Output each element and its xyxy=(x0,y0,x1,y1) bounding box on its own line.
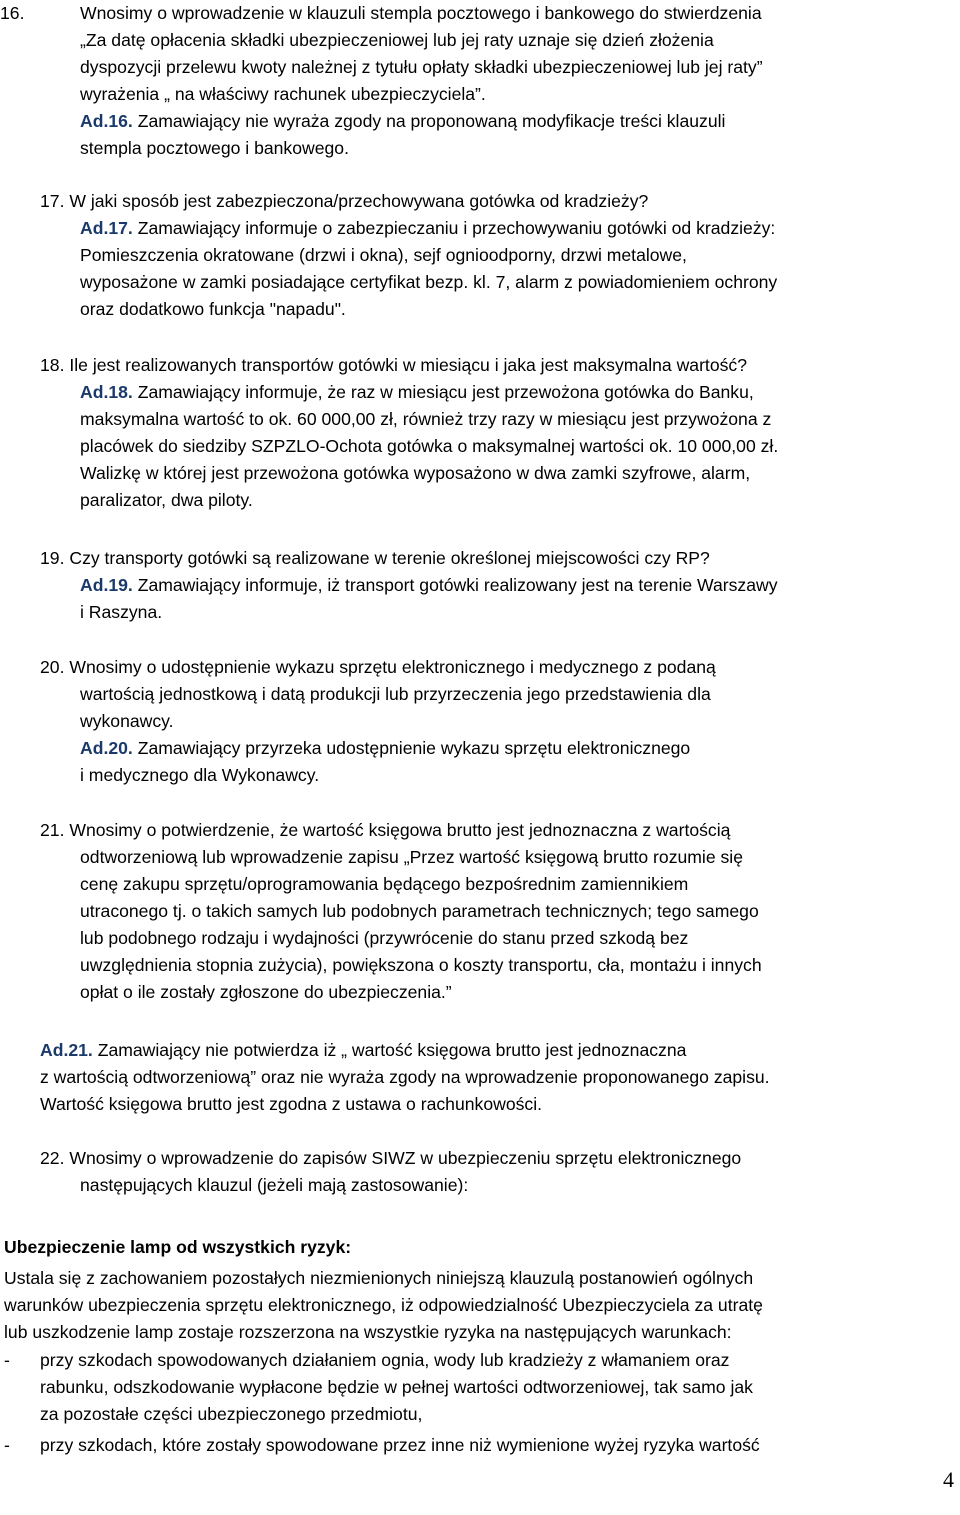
question-text: Ile jest realizowanych transportów gotówki w miesiącu i jaka jest maksymalna wartość? xyxy=(69,355,747,375)
text-line: wyposażone w zamki posiadające certyfikat bezp. kl. 7, alarm z powiadomieniem ochrony xyxy=(80,272,778,292)
text-line: dyspozycji przelewu kwoty należnej z tytułu opłaty składki ubezpieczeniowej lub jej raty” xyxy=(80,57,763,77)
text-line: lub podobnego rodzaju i wydajności (przywrócenie do stanu przed szkodą bez xyxy=(80,928,689,948)
answer-text: Zamawiający nie potwierdza iż „ wartość księgowa brutto jest jednoznaczna xyxy=(92,1040,687,1060)
text-line: z wartością odtworzeniową” oraz nie wyraża zgody na wprowadzenie proponowanego zapisu. xyxy=(40,1067,770,1087)
item-16 xyxy=(0,0,960,162)
text-line: Wnosimy o potwierdzenie, że wartość księgowa brutto jest jednoznaczna z wartością xyxy=(69,820,731,840)
text-line: rabunku, odszkodowanie wypłacone będzie w pełnej wartości odtworzeniowej, tak samo jak xyxy=(40,1377,753,1397)
answer-label: Ad.20. xyxy=(80,738,133,758)
text-line: Ustala się z zachowaniem pozostałych niezmienionych niniejszą klauzulą postanowień ogólnych xyxy=(4,1268,754,1288)
bullet-dash: - xyxy=(4,1435,10,1455)
item-19 xyxy=(40,545,960,626)
text-line: paralizator, dwa piloty. xyxy=(80,490,253,510)
text-line: i medycznego dla Wykonawcy. xyxy=(80,765,320,785)
answer-line xyxy=(40,572,960,599)
text-line: warunków ubezpieczenia sprzętu elektronicznego, iż odpowiedzialność Ubezpieczyciela za utratę xyxy=(4,1295,763,1315)
item-number: 19. xyxy=(40,548,65,568)
text-line: Wnosimy o wprowadzenie w klauzuli stempla pocztowego i bankowego do stwierdzenia xyxy=(80,3,762,23)
answer-line xyxy=(40,379,960,406)
question-text: W jaki sposób jest zabezpieczona/przechowywana gotówka od kradzieży? xyxy=(69,191,649,211)
answer-text: Zamawiający informuje, że raz w miesiącu jest przewożona gotówka do Banku, xyxy=(132,382,754,402)
text-line: odtworzeniową lub wprowadzenie zapisu „Przez wartość księgową brutto rozumie się xyxy=(80,847,744,867)
answer-label: Ad.18. xyxy=(80,382,133,402)
text-line: za pozostałe części ubezpieczonego przedmiotu, xyxy=(40,1404,423,1424)
text-line: Wnosimy o wprowadzenie do zapisów SIWZ w ubezpieczeniu sprzętu elektronicznego xyxy=(69,1148,742,1168)
text-line: Pomieszczenia okratowane (drzwi i okna), sejf ognioodporny, drzwi metalowe, xyxy=(80,245,687,265)
text-line: „Za datę opłacenia składki ubezpieczeniowej lub jej raty uznaje się dzień złożenia xyxy=(80,30,714,50)
clause-section xyxy=(4,1234,960,1459)
item-number: 18. xyxy=(40,355,65,375)
item-number: 20. xyxy=(40,657,65,677)
bullet-item xyxy=(4,1347,960,1374)
text-line: cenę zakupu sprzętu/oprogramowania będącego bezpośrednim zamiennikiem xyxy=(80,874,689,894)
text-line: lub uszkodzenie lamp zostaje rozszerzona na wszystkie ryzyka na następujących warunkach: xyxy=(4,1322,732,1342)
clause-heading: Ubezpieczenie lamp od wszystkich ryzyk: xyxy=(4,1237,352,1257)
text-line: opłat o ile zostały zgłoszone do ubezpieczenia.” xyxy=(80,982,452,1002)
text-line: maksymalna wartość to ok. 60 000,00 zł, również trzy razy w miesiącu jest przywożona z xyxy=(80,409,772,429)
text-line: utraconego tj. o takich samych lub podobnych parametrach technicznych; tego samego xyxy=(80,901,759,921)
bullet-dash: - xyxy=(4,1350,10,1370)
answer-line xyxy=(40,735,960,762)
text-line: przy szkodach, które zostały spowodowane przez inne niż wymienione wyżej ryzyka wartość xyxy=(40,1435,760,1455)
item-number: 21. xyxy=(40,820,65,840)
text-line: Wnosimy o udostępnienie wykazu sprzętu elektronicznego i medycznego z podaną xyxy=(69,657,716,677)
text-line: Walizkę w której jest przewożona gotówka wyposażono w dwa zamki szyfrowe, alarm, xyxy=(80,463,751,483)
answer-text: Zamawiający przyrzeka udostępnienie wykazu sprzętu elektronicznego xyxy=(132,738,691,758)
text-line: Wartość księgowa brutto jest zgodna z ustawa o rachunkowości. xyxy=(40,1094,542,1114)
text-line: stempla pocztowego i bankowego. xyxy=(80,138,349,158)
text-line: oraz dodatkowo funkcja "napadu". xyxy=(80,299,346,319)
text-line: placówek do siedziby SZPZLO-Ochota gotówka o maksymalnej wartości ok. 10 000,00 zł. xyxy=(80,436,779,456)
item-18 xyxy=(40,352,960,514)
answer-line xyxy=(40,108,960,135)
question-text: Czy transporty gotówki są realizowane w terenie określonej miejscowości czy RP? xyxy=(69,548,710,568)
text-line: przy szkodach spowodowanych działaniem ognia, wody lub kradzieży z włamaniem oraz xyxy=(40,1350,730,1370)
answer-label: Ad.19. xyxy=(80,575,133,595)
answer-label: Ad.17. xyxy=(80,218,133,238)
text-line: wykonawcy. xyxy=(80,711,174,731)
item-number: 22. xyxy=(40,1148,65,1168)
answer-line xyxy=(40,215,960,242)
text-line: następujących klauzul (jeżeli mają zastosowanie): xyxy=(80,1175,469,1195)
bullet-item xyxy=(4,1432,960,1459)
text-line: uwzględnienia stopnia zużycia), powiększona o koszty transportu, cła, montażu i innych xyxy=(80,955,762,975)
answer-text: Zamawiający nie wyraża zgody na proponowaną modyfikacje treści klauzuli xyxy=(132,111,726,131)
text-line: wyrażenia „ na właściwy rachunek ubezpieczyciela”. xyxy=(80,84,486,104)
answer-line xyxy=(40,1037,960,1064)
text-line: wartością jednostkową i datą produkcji lub przyrzeczenia jego przedstawienia dla xyxy=(80,684,711,704)
answer-label: Ad.21. xyxy=(40,1040,93,1060)
answer-21 xyxy=(40,1037,960,1118)
text-line: i Raszyna. xyxy=(80,602,163,622)
item-21 xyxy=(40,817,960,1006)
item-22 xyxy=(40,1145,960,1199)
answer-label: Ad.16. xyxy=(80,111,133,131)
item-17 xyxy=(40,188,960,323)
answer-text: Zamawiający informuje o zabezpieczaniu i przechowywaniu gotówki od kradzieży: xyxy=(132,218,776,238)
item-number: 16. xyxy=(0,3,25,23)
answer-text: Zamawiający informuje, iż transport gotówki realizowany jest na terenie Warszawy xyxy=(132,575,778,595)
item-20 xyxy=(40,654,960,789)
item-number: 17. xyxy=(40,191,65,211)
page-number: 4 xyxy=(943,1467,954,1492)
